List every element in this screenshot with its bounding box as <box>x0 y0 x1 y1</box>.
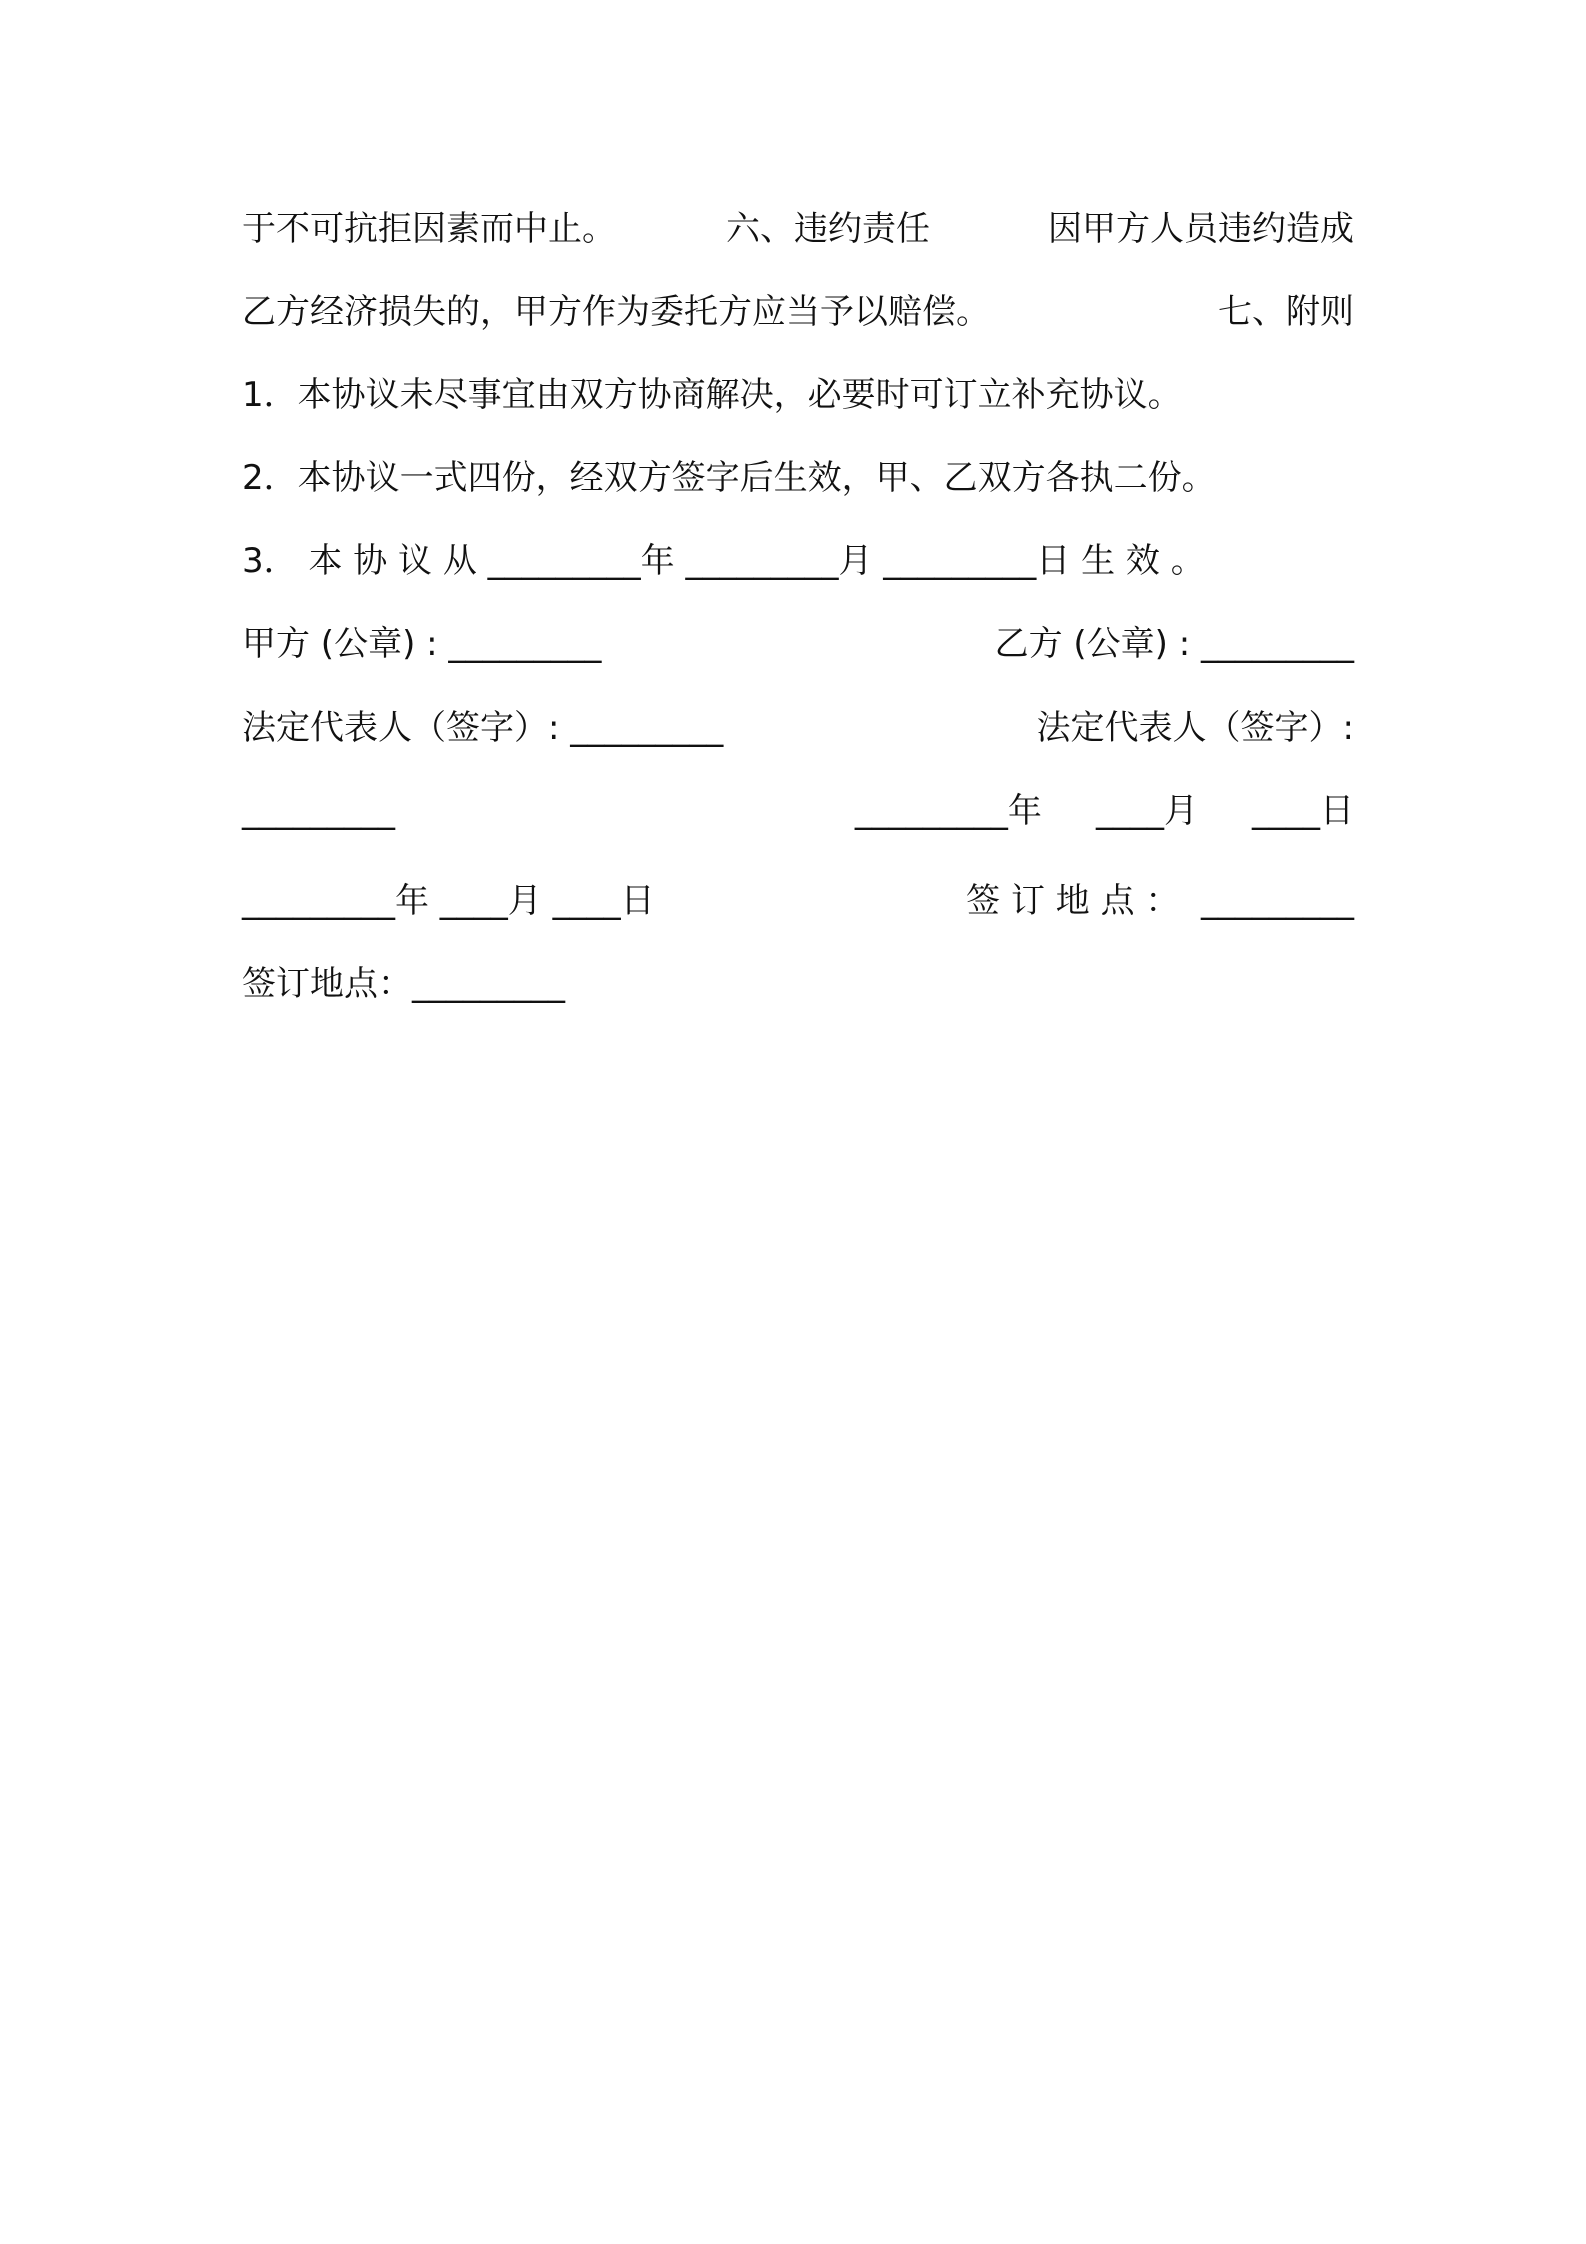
clause-text: 3． 本 协 议 从 _________年 _________月 _________日 生 效 。 <box>242 541 1205 581</box>
clause-text: 1．本协议未尽事宜由双方协商解决，必要时可订立补充协议。 <box>242 375 1182 415</box>
text-segment: 于不可抗拒因素而中止。 <box>242 209 616 249</box>
party-a-signing-place: 签 订 地 点 ： _________ <box>966 881 1354 921</box>
section-heading-breach: 六、违约责任 <box>726 209 930 249</box>
text-line-1 <box>242 201 1354 257</box>
party-b-legal-rep: 法定代表人（签字）: <box>1036 708 1354 748</box>
text-segment: 乙方经济损失的，甲方作为委托方应当予以赔偿。 <box>242 292 990 332</box>
legal-rep-line <box>242 700 1354 756</box>
signing-place-line <box>242 956 1354 1012</box>
text-segment: 因甲方人员违约造成 <box>1048 209 1354 249</box>
party-b-signature-blank: _________ <box>242 791 395 831</box>
party-b-seal: 乙方 (公章) : _________ <box>994 624 1354 664</box>
party-a-date: _________年 ____月 ____日 <box>854 791 1354 831</box>
date-place-line <box>242 873 1354 929</box>
clause-1 <box>242 367 1354 423</box>
clause-text: 2．本协议一式四份，经双方签字后生效，甲、乙双方各执二份。 <box>242 458 1216 498</box>
signature-date-line <box>242 783 1354 839</box>
party-seal-line <box>242 616 1354 672</box>
section-heading-appendix: 七、附则 <box>1218 292 1354 332</box>
clause-2 <box>242 450 1354 506</box>
party-b-signing-place: 签订地点：_________ <box>242 964 565 1004</box>
party-b-date: _________年 ____月 ____日 <box>242 881 655 921</box>
party-a-seal: 甲方 (公章) : _________ <box>242 624 602 664</box>
clause-3 <box>242 533 1354 589</box>
text-line-2 <box>242 284 1354 340</box>
party-a-legal-rep: 法定代表人（签字）: _________ <box>242 708 724 748</box>
